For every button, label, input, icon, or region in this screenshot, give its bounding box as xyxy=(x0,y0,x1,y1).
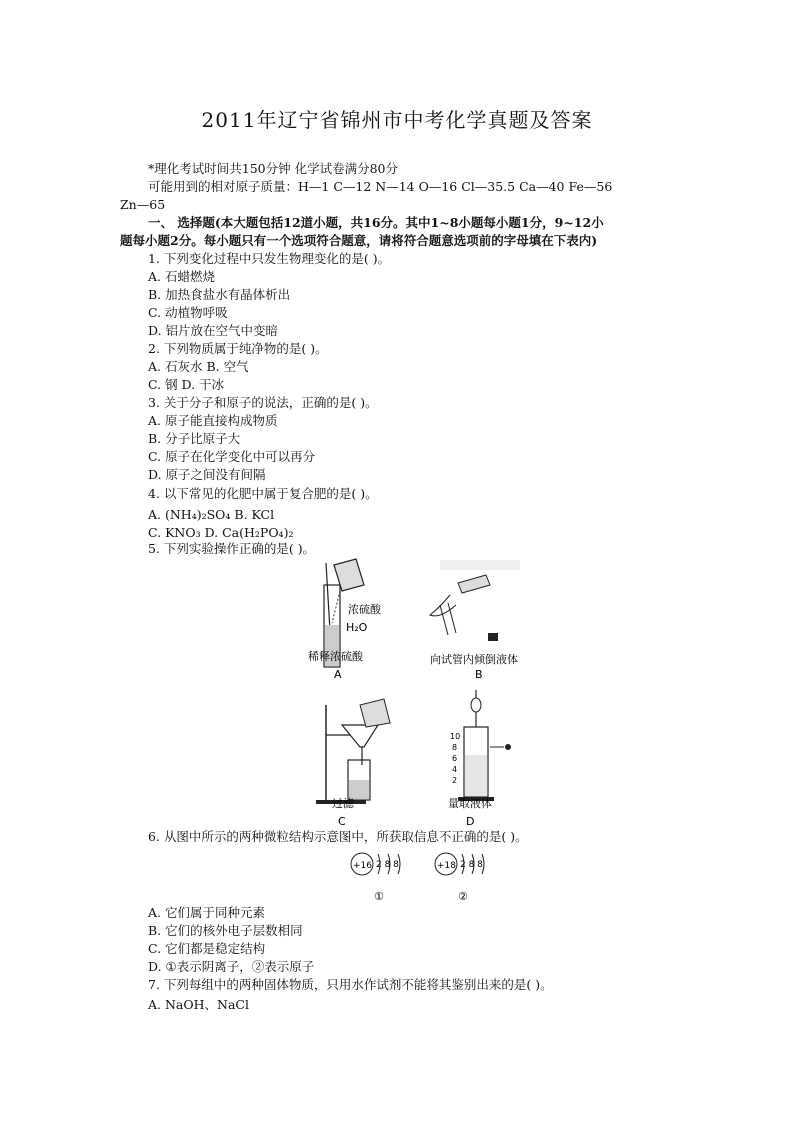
d-tick-2: 2 xyxy=(452,776,458,785)
a-letter: A xyxy=(334,668,342,681)
q6-option-a: A. 它们属于同种元素 xyxy=(148,905,265,920)
figure-a-dilute-acid xyxy=(308,559,382,681)
question-2: 2. 下列物质属于纯净物的是( )。 xyxy=(148,341,328,356)
q3-option-c: C. 原子在化学变化中可以再分 xyxy=(148,449,316,464)
particle-structure-figure xyxy=(340,848,510,906)
question-4: 4. 以下常见的化肥中属于复合肥的是( )。 xyxy=(148,486,378,501)
section-heading: 一、 选择题(本大题包括12道小题，共16分。其中1~8小题每小题1分，9~12小 xyxy=(148,215,604,230)
q4-options-ab: A. (NH₄)₂SO₄ B. KCl xyxy=(148,507,275,522)
question-7: 7. 下列每组中的两种固体物质，只用水作试剂不能将其鉴别出来的是( )。 xyxy=(148,977,553,992)
exam-info: *理化考试时间共150分钟 化学试卷满分80分 xyxy=(148,161,398,176)
question-1: 1. 下列变化过程中只发生物理变化的是( )。 xyxy=(148,251,391,266)
particle-2 xyxy=(435,853,484,903)
question-6: 6. 从图中所示的两种微粒结构示意图中，所获取信息不正确的是( )。 xyxy=(148,829,528,844)
lab-operations-figure xyxy=(290,555,560,835)
b-caption: 向试管内倾倒液体 xyxy=(430,653,518,666)
d-caption: 量取液体 xyxy=(448,797,492,810)
p1-nucleus: +16 xyxy=(353,861,372,871)
d-letter: D xyxy=(466,815,475,828)
a-label-acid: 浓硫酸 xyxy=(348,603,381,616)
atomic-mass-line: 可能用到的相对原子质量：H—1 C—12 N—14 O—16 Cl—35.5 Ca—40 Fe—56 xyxy=(148,179,613,194)
q3-option-a: A. 原子能直接构成物质 xyxy=(148,413,278,428)
p2-nucleus: +18 xyxy=(437,861,456,871)
q6-option-c: C. 它们都是稳定结构 xyxy=(148,941,266,956)
a-label-water: H₂O xyxy=(346,621,368,634)
question-3: 3. 关于分子和原子的说法，正确的是( )。 xyxy=(148,395,378,410)
d-tick-4: 4 xyxy=(452,765,458,774)
q3-option-b: B. 分子比原子大 xyxy=(148,431,241,446)
section-heading-cont: 题每小题2分。每小题只有一个选项符合题意，请将符合题意选项前的字母填在下表内) xyxy=(120,233,598,248)
q7-option-a: A. NaOH、NaCl xyxy=(148,997,249,1012)
q6-option-b: B. 它们的核外电子层数相同 xyxy=(148,923,303,938)
b-letter: B xyxy=(475,668,483,681)
d-tick-6: 6 xyxy=(452,754,458,763)
p1-shells: 2 8 8 xyxy=(376,860,399,870)
p1-label: ① xyxy=(374,890,384,903)
d-tick-8: 8 xyxy=(452,743,458,752)
figure-c-filtration xyxy=(316,699,390,828)
q4-options-cd: C. KNO₃ D. Ca(H₂PO₄)₂ xyxy=(148,525,294,540)
q3-option-d: D. 原子之间没有间隔 xyxy=(148,467,266,482)
page-title: 2011年辽宁省锦州市中考化学真题及答案 xyxy=(201,108,593,132)
particle-1 xyxy=(351,853,400,903)
q1-option-c: C. 动植物呼吸 xyxy=(148,305,228,320)
c-caption: 过滤 xyxy=(332,797,354,810)
p2-label: ② xyxy=(458,890,468,903)
q1-option-d: D. 铝片放在空气中变暗 xyxy=(148,323,279,338)
q2-options-cd: C. 钢 D. 干冰 xyxy=(148,377,225,392)
q1-option-a: A. 石蜡燃烧 xyxy=(148,269,215,284)
q1-option-b: B. 加热食盐水有晶体析出 xyxy=(148,287,291,302)
question-5: 5. 下列实验操作正确的是( )。 xyxy=(148,541,316,556)
q6-option-d: D. ①表示阴离子，②表示原子 xyxy=(148,959,315,974)
c-letter: C xyxy=(338,815,346,828)
a-caption: 稀释浓硫酸 xyxy=(308,650,363,663)
p2-shells: 2 8 8 xyxy=(460,860,483,870)
q2-options-ab: A. 石灰水 B. 空气 xyxy=(148,359,249,374)
figure-b-pouring xyxy=(430,560,520,681)
d-tick-10: 10 xyxy=(450,732,461,741)
atomic-mass-line-cont: Zn—65 xyxy=(120,197,166,212)
figure-d-measuring xyxy=(448,690,511,828)
